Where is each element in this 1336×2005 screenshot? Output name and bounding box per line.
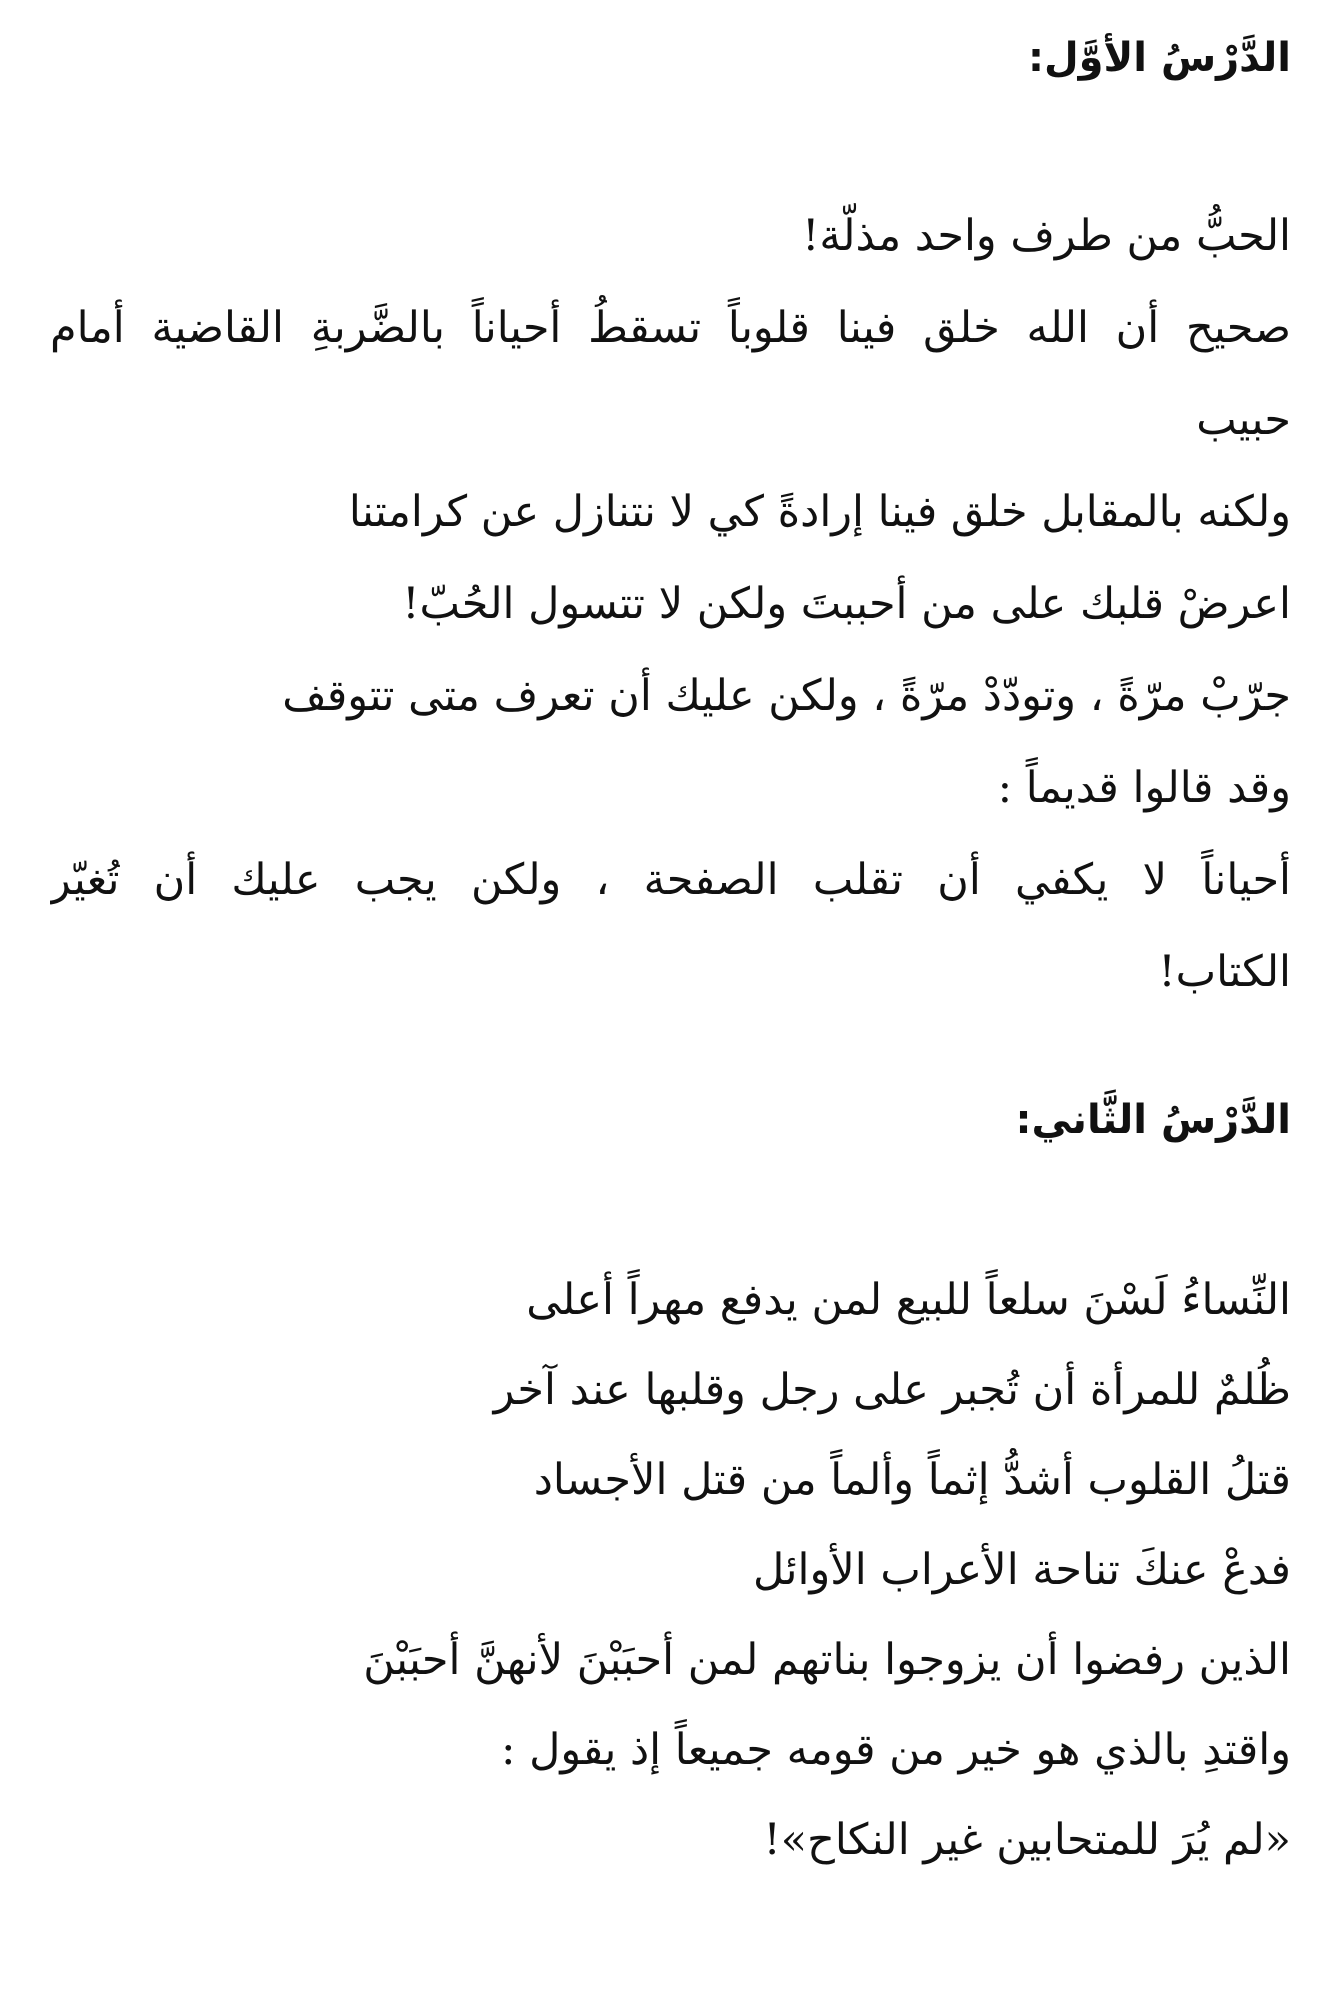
text-line: وقد قالوا قديماً : [997, 763, 1291, 813]
lesson-one-heading: الدَّرْسُ الأوَّل: [1027, 35, 1291, 81]
text-line: قتلُ القلوب أشدُّ إثماً وألماً من قتل الأجساد [533, 1455, 1291, 1505]
text-line: «لم يُرَ للمتحابين غير النكاح»! [763, 1815, 1291, 1865]
text-line: أحياناً لا يكفي أن تقلب الصفحة ، ولكن يجب عليك أن تُغيّر [50, 855, 1291, 905]
text-line: اعرضْ قلبك على من أحببتَ ولكن لا تتسول الحُبّ! [402, 579, 1291, 629]
text-line: الحبُّ من طرف واحد مذلّة! [802, 211, 1291, 261]
text-line: صحيح أن الله خلق فينا قلوباً تسقطُ أحياناً بالضَّربةِ القاضية أمام [50, 303, 1291, 353]
text-line: واقتدِ بالذي هو خير من قومه جميعاً إذ يقول : [500, 1725, 1291, 1775]
lesson-one-paragraph [50, 190, 1291, 1018]
text-line: الذين رفضوا أن يزوجوا بناتهم لمن أحبَبْنَ لأنهنَّ أحبَبْنَ [363, 1635, 1291, 1685]
text-line: ولكنه بالمقابل خلق فينا إرادةً كي لا نتنازل عن كرامتنا [348, 487, 1291, 537]
text-line: ظُلمٌ للمرأة أن تُجبر على رجل وقلبها عند آخر [493, 1365, 1291, 1415]
text-line: جرّبْ مرّةً ، وتودّدْ مرّةً ، ولكن عليك أن تعرف متى تتوقف [282, 671, 1291, 721]
lesson-two-heading: الدَّرْسُ الثَّاني: [1015, 1097, 1291, 1143]
lesson-two-paragraph [50, 1255, 1291, 1885]
text-line: النِّساءُ لَسْنَ سلعاً للبيع لمن يدفع مهراً أعلى [526, 1275, 1291, 1325]
text-line: فدعْ عنكَ تناحة الأعراب الأوائل [752, 1545, 1291, 1595]
text-line: الكتاب! [1158, 947, 1291, 997]
text-line: حبيب [1196, 395, 1291, 445]
